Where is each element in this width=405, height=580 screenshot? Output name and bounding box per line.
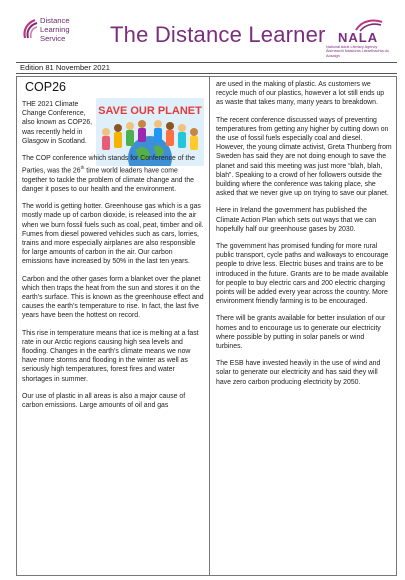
paragraph-cop-start: The COP conference which stands for Conference of the Parties, was the 26 xyxy=(22,155,195,175)
paragraph-funding: The government has promised funding for more rural public transport, cycle paths and walkways to encourage people to drive less. Electric buses and trains are to be introduced in the future. Grants are to be made available for people to buy electric cars and 200 electric charging points will be added every year across the country. More environment friendly farming is to be encouraged. xyxy=(216,243,389,306)
page-header xyxy=(0,0,405,62)
intro-paragraph: THE 2021 Climate Change Conference, also known as COP26, was recently held in Glasgow in Scotland. xyxy=(22,101,93,145)
paragraph-plastic: Our use of plastic in all areas is also a major cause of carbon emissions. Large amounts of oil and gas xyxy=(22,392,186,409)
article-heading: COP26 xyxy=(25,80,66,94)
paragraph-greenhouse-gas: The world is getting hotter. Greenhouse gas which is a gas mostly made up of carbon dioxide, is released into the air when we burn fossil fuels such as coal, peat, timber and oil. Fumes from diesel powered vehicles such as cars, lorries, trains and more especially airplanes are also responsible for large amounts of carbon in the air. Our carbon emissions have increased by 50% in the last ten years. xyxy=(22,203,204,266)
paragraph-insulation: There will be grants available for better insulation of our homes and to encourage us to generate our electricity where possible by putting in solar panels or wind turbines. xyxy=(216,315,386,351)
paragraph-plastic-cont: are used in the making of plastic. As customers we recycle much of our plastics, however a lot still ends up as waste that takes many, many years to breakdown. xyxy=(216,81,385,107)
paragraph-cop-end: time world leaders have come together to tackle the problem of climate change and the danger it poses to our health and the environment. xyxy=(22,167,194,193)
poster-heading: SAVE OUR PLANET xyxy=(98,105,202,117)
paragraph-conference: The recent conference discussed ways of preventing temperatures from getting any higher by cutting down on the use of fossil fuels especially coal and diesel. However, the young climate activist, Greta Thunberg from Sweden has said they are not doing enough to save the planet and said this meeting was just more “blah, blah, blah”. Speaking to a crowd of her followers outside the building where the conference was taking place, she asked that we never give up on trying to save our planet. xyxy=(216,116,392,198)
newsletter-title: The Distance Learner xyxy=(110,22,326,47)
nala-wordmark: NALA xyxy=(338,30,379,45)
logo-line-2: Learning xyxy=(40,25,70,34)
edition-bar xyxy=(16,62,397,74)
swoosh-logo-icon xyxy=(22,18,38,40)
nala-subtitle: National Adult Literacy Agency Áisíneacht Náisiúnta Litearthachta do Aosaigh xyxy=(326,45,389,58)
paragraph-greenhouse-effect: Carbon and the other gases form a blanket over the planet which then traps the heat from the sun and stores it on the earth’s surface. This is known as the greenhouse effect and causes the earth’s temperature to rise. In fact, the last five years have been the hottest on record. xyxy=(22,275,204,320)
left-column xyxy=(22,80,205,418)
paragraph-ice-melting: This rise in temperature means that ice is melting at a fast rate in our Arctic regions causing high sea levels and flooding. Changes in the earth’s climate means we now have more storms and flooding in the winter as well as seriously high temperatures, forest fires and water shortages in summer. xyxy=(22,329,199,383)
paragraph-esb: The ESB have invested heavily in the use of wind and solar to generate our electricity and has said they will have zero carbon producing electricity by 2050. xyxy=(216,360,381,386)
logo-line-1: Distance xyxy=(40,16,70,25)
logo-line-3: Service xyxy=(40,34,66,43)
edition-label: Edition 81 November 2021 xyxy=(20,63,110,72)
distance-learning-logo xyxy=(22,16,102,56)
paragraph-climate-action-plan: Here in Ireland the government has published the Climate Action Plan which sets out ways that we can hopefully half our greenhouse gases by 2030. xyxy=(216,207,377,233)
paragraph-cop xyxy=(22,154,205,194)
superscript-th: th xyxy=(80,165,85,171)
nala-logo xyxy=(326,18,396,58)
right-column xyxy=(216,80,392,395)
column-divider xyxy=(209,76,210,576)
